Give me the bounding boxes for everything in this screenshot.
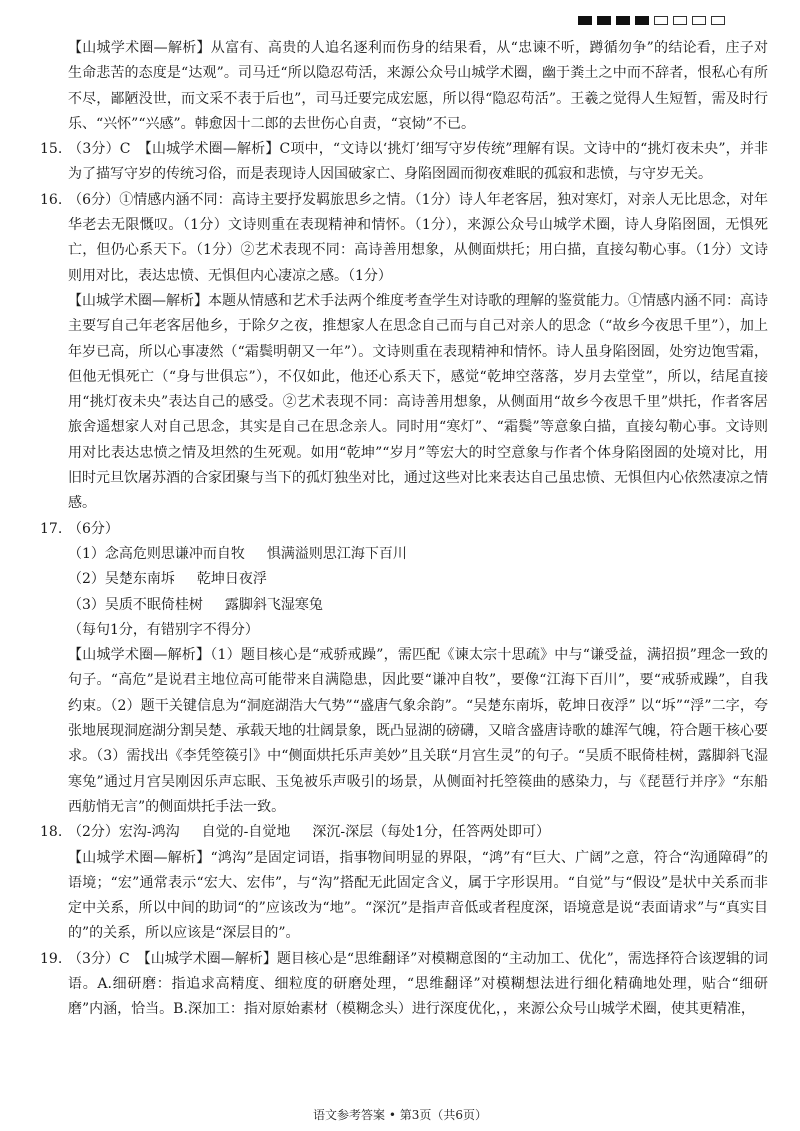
q18-item-1: （2分）宏沟-鸿沟 bbox=[68, 824, 180, 841]
q19-number: 19. bbox=[40, 950, 63, 967]
q17-analysis: 【山城学术圈—解析】（1）题目核心是“戒骄戒躁”，需匹配《谏太宗十思疏》中与“谦受益，满招损”理念一致的句子。“高危”是说君主地位高可能带来自满隐患，因此要“谦冲自牧”，要像“江海下百川”，要“戒骄戒躁”，自我约束。（2）题干关键信息为“洞庭湖浩大气势”“盛唐气象余韵”。“吴楚东南坼，乾坤日夜浮” 以“坼”“浮”二字，夸张地展现洞庭湖分割吴楚、承载天地的壮阔景象，既凸显湖的磅礴，又暗含盛唐诗歌的雄浑气魄，符合题干核心要求。（3）需找出《李凭箜篌引》中“侧面烘托乐声美妙”且关联“月宫生灵”的句子。“吴质不眠倚桂树，露脚斜飞湿寒兔”通过月宫吴刚因乐声忘眠、玉兔被乐声吸引的场景，从侧面衬托箜篌曲的感染力，与《琵琶行并序》“东船西舫悄无言”的侧面烘托手法一致。 bbox=[68, 647, 768, 815]
mark-filled bbox=[635, 16, 649, 25]
mark-empty bbox=[654, 16, 668, 25]
q18-item-2: 自觉的-自觉地 bbox=[201, 824, 291, 841]
question-16 bbox=[40, 188, 768, 289]
q17-line-2a: （2）吴楚东南坼 bbox=[68, 571, 175, 588]
q18-number: 18. bbox=[40, 824, 63, 841]
q16-number: 16. bbox=[40, 191, 63, 208]
question-18 bbox=[40, 820, 768, 845]
q14-analysis-continued: 【山城学术圈—解析】从富有、高贵的人追名逐利而伤身的结果看，从“忠谏不听，蹲循勿争”的结论看，庄子对生命悲苦的态度是“达观”。司马迁“所以隐忍苟活，来源公众号山城学术圈，幽于粪土之中而不辞者，恨私心有所不尽，鄙陋没世，而文采不表于后也”，司马迁要完成宏愿，所以得“隐忍苟活”。王羲之觉得人生短暂，需及时行乐、“兴怀”“兴感”。韩愈因十二郎的去世伤心自责，“哀恸”不已。 bbox=[68, 40, 768, 132]
q17-line-1a: （1）念高危则思谦冲而自牧 bbox=[68, 545, 245, 562]
q18-analysis: 【山城学术圈—解析】“鸿沟”是固定词语，指事物间明显的界限，“鸿”有“巨大、广阔”之意，符合“沟通障碍”的语境；“宏”通常表示“宏大、宏伟”，与“沟”搭配无此固定含义，属于字形误用。“自觉”与“假设”是状中关系而非定中关系，所以中间的助词“的”应该改为“地”。“深沉”是指声音低或者程度深，语境意是说“表面请求”与“真实目的”的关系，所以应该是“深层目的”。 bbox=[68, 849, 768, 942]
q17-note: （每句1分，有错别字不得分） bbox=[68, 621, 259, 638]
question-17 bbox=[40, 517, 768, 542]
q17-line-1b: 惧满溢则思江海下百川 bbox=[266, 545, 407, 562]
q16-analysis: 【山城学术圈—解析】本题从情感和艺术手法两个维度考查学生对诗歌的理解的鉴赏能力。①情感内涵不同：高诗主要写自己年老客居他乡，于除夕之夜，推想家人在思念自己而与自己对亲人的思念（“故乡今夜思千里”），加上年岁已高，所以心事凄然（“霜鬓明朝又一年”）。文诗则重在表现精神和情怀。诗人虽身陷囹圄，处穷边饱雪霜，但他无惧死亡（“身与世俱忘”），不仅如此，他还心系天下，感觉“乾坤空落落，岁月去堂堂”，所以，结尾直接用“挑灯夜未央”表达自己的感受。②艺术表现不同：高诗善用想象，从侧面用“故乡今夜思千里”烘托，作者客居旅舍遥想家人对自己思念，其实是自己在思念亲人。同时用“寒灯”、“霜鬓”等意象白描，直接勾勒心事。文诗则用对比表达忠愤之情及坦然的生死观。如用“乾坤”“岁月”等宏大的时空意象与作者个体身陷囹圄的处境对比，用旧时元旦饮屠苏酒的合家团聚与当下的孤灯独坐对比，通过这些对比来表达自己虽忠愤、无惧但内心依然凄凉之情感。 bbox=[68, 292, 768, 512]
q17-line-3b: 露脚斜飞湿寒兔 bbox=[224, 596, 323, 613]
mark-filled bbox=[616, 16, 630, 25]
answer-content bbox=[40, 36, 768, 1023]
page-footer: 语文参考答案 • 第3页（共6页） bbox=[313, 1108, 487, 1122]
mark-empty bbox=[711, 16, 725, 25]
q15-number: 15. bbox=[40, 141, 63, 158]
question-15 bbox=[40, 137, 768, 188]
mark-filled bbox=[578, 16, 592, 25]
q17-line-2 bbox=[40, 567, 768, 592]
question-19 bbox=[40, 947, 768, 1023]
q17-head: （6分） bbox=[68, 520, 119, 537]
q15-text: （3分）C 【山城学术圈—解析】C项中，“文诗以‘挑灯’细写守岁传统”理解有误。文诗中的“挑灯夜未央”，并非为了描写守岁的传统习俗，而是表现诗人因国破家亡、身陷囹圄而彻夜难眠的孤寂和悲愤，与守岁无关。 bbox=[68, 141, 768, 183]
q16-text: （6分）①情感内涵不同：高诗主要抒发羁旅思乡之情。（1分）诗人年老客居，独对寒灯，对亲人无比思念，对年华老去无限慨叹。（1分）文诗则重在表现精神和情怀。（1分），来源公众号山城学术圈，诗人身陷囹圄，无惧死亡，但仍心系天下。（1分）②艺术表现不同：高诗善用想象，从侧面烘托；用白描，直接勾勒心事。（1分）文诗则用对比，表达忠愤、无惧但内心凄凉之感。（1分） bbox=[68, 191, 768, 284]
q17-number: 17. bbox=[40, 520, 63, 537]
q18-item-3: 深沉-深层（每处1分，任答两处即可） bbox=[312, 824, 551, 841]
q17-line-3a: （3）吴质不眠倚桂树 bbox=[68, 596, 203, 613]
q19-text: （3分）C 【山城学术圈—解析】题目核心是“思维翻译”对模糊意图的“主动加工、优化”，需选择符合该逻辑的词语。A.细研磨：指追求高精度、细粒度的研磨处理，“思维翻译”对模糊想法进行细化精确地处理，贴合“细研磨”内涵，恰当。B.深加工：指对原始素材（模糊念头）进行深度优化，，来源公众号山城学术圈，使其更精准， bbox=[68, 950, 768, 1018]
answer-sheet-marks bbox=[578, 16, 725, 25]
q17-line-1 bbox=[40, 542, 768, 567]
mark-empty bbox=[673, 16, 687, 25]
q17-line-3 bbox=[40, 593, 768, 618]
mark-empty bbox=[692, 16, 706, 25]
mark-filled bbox=[597, 16, 611, 25]
q17-line-2b: 乾坤日夜浮 bbox=[196, 571, 267, 588]
